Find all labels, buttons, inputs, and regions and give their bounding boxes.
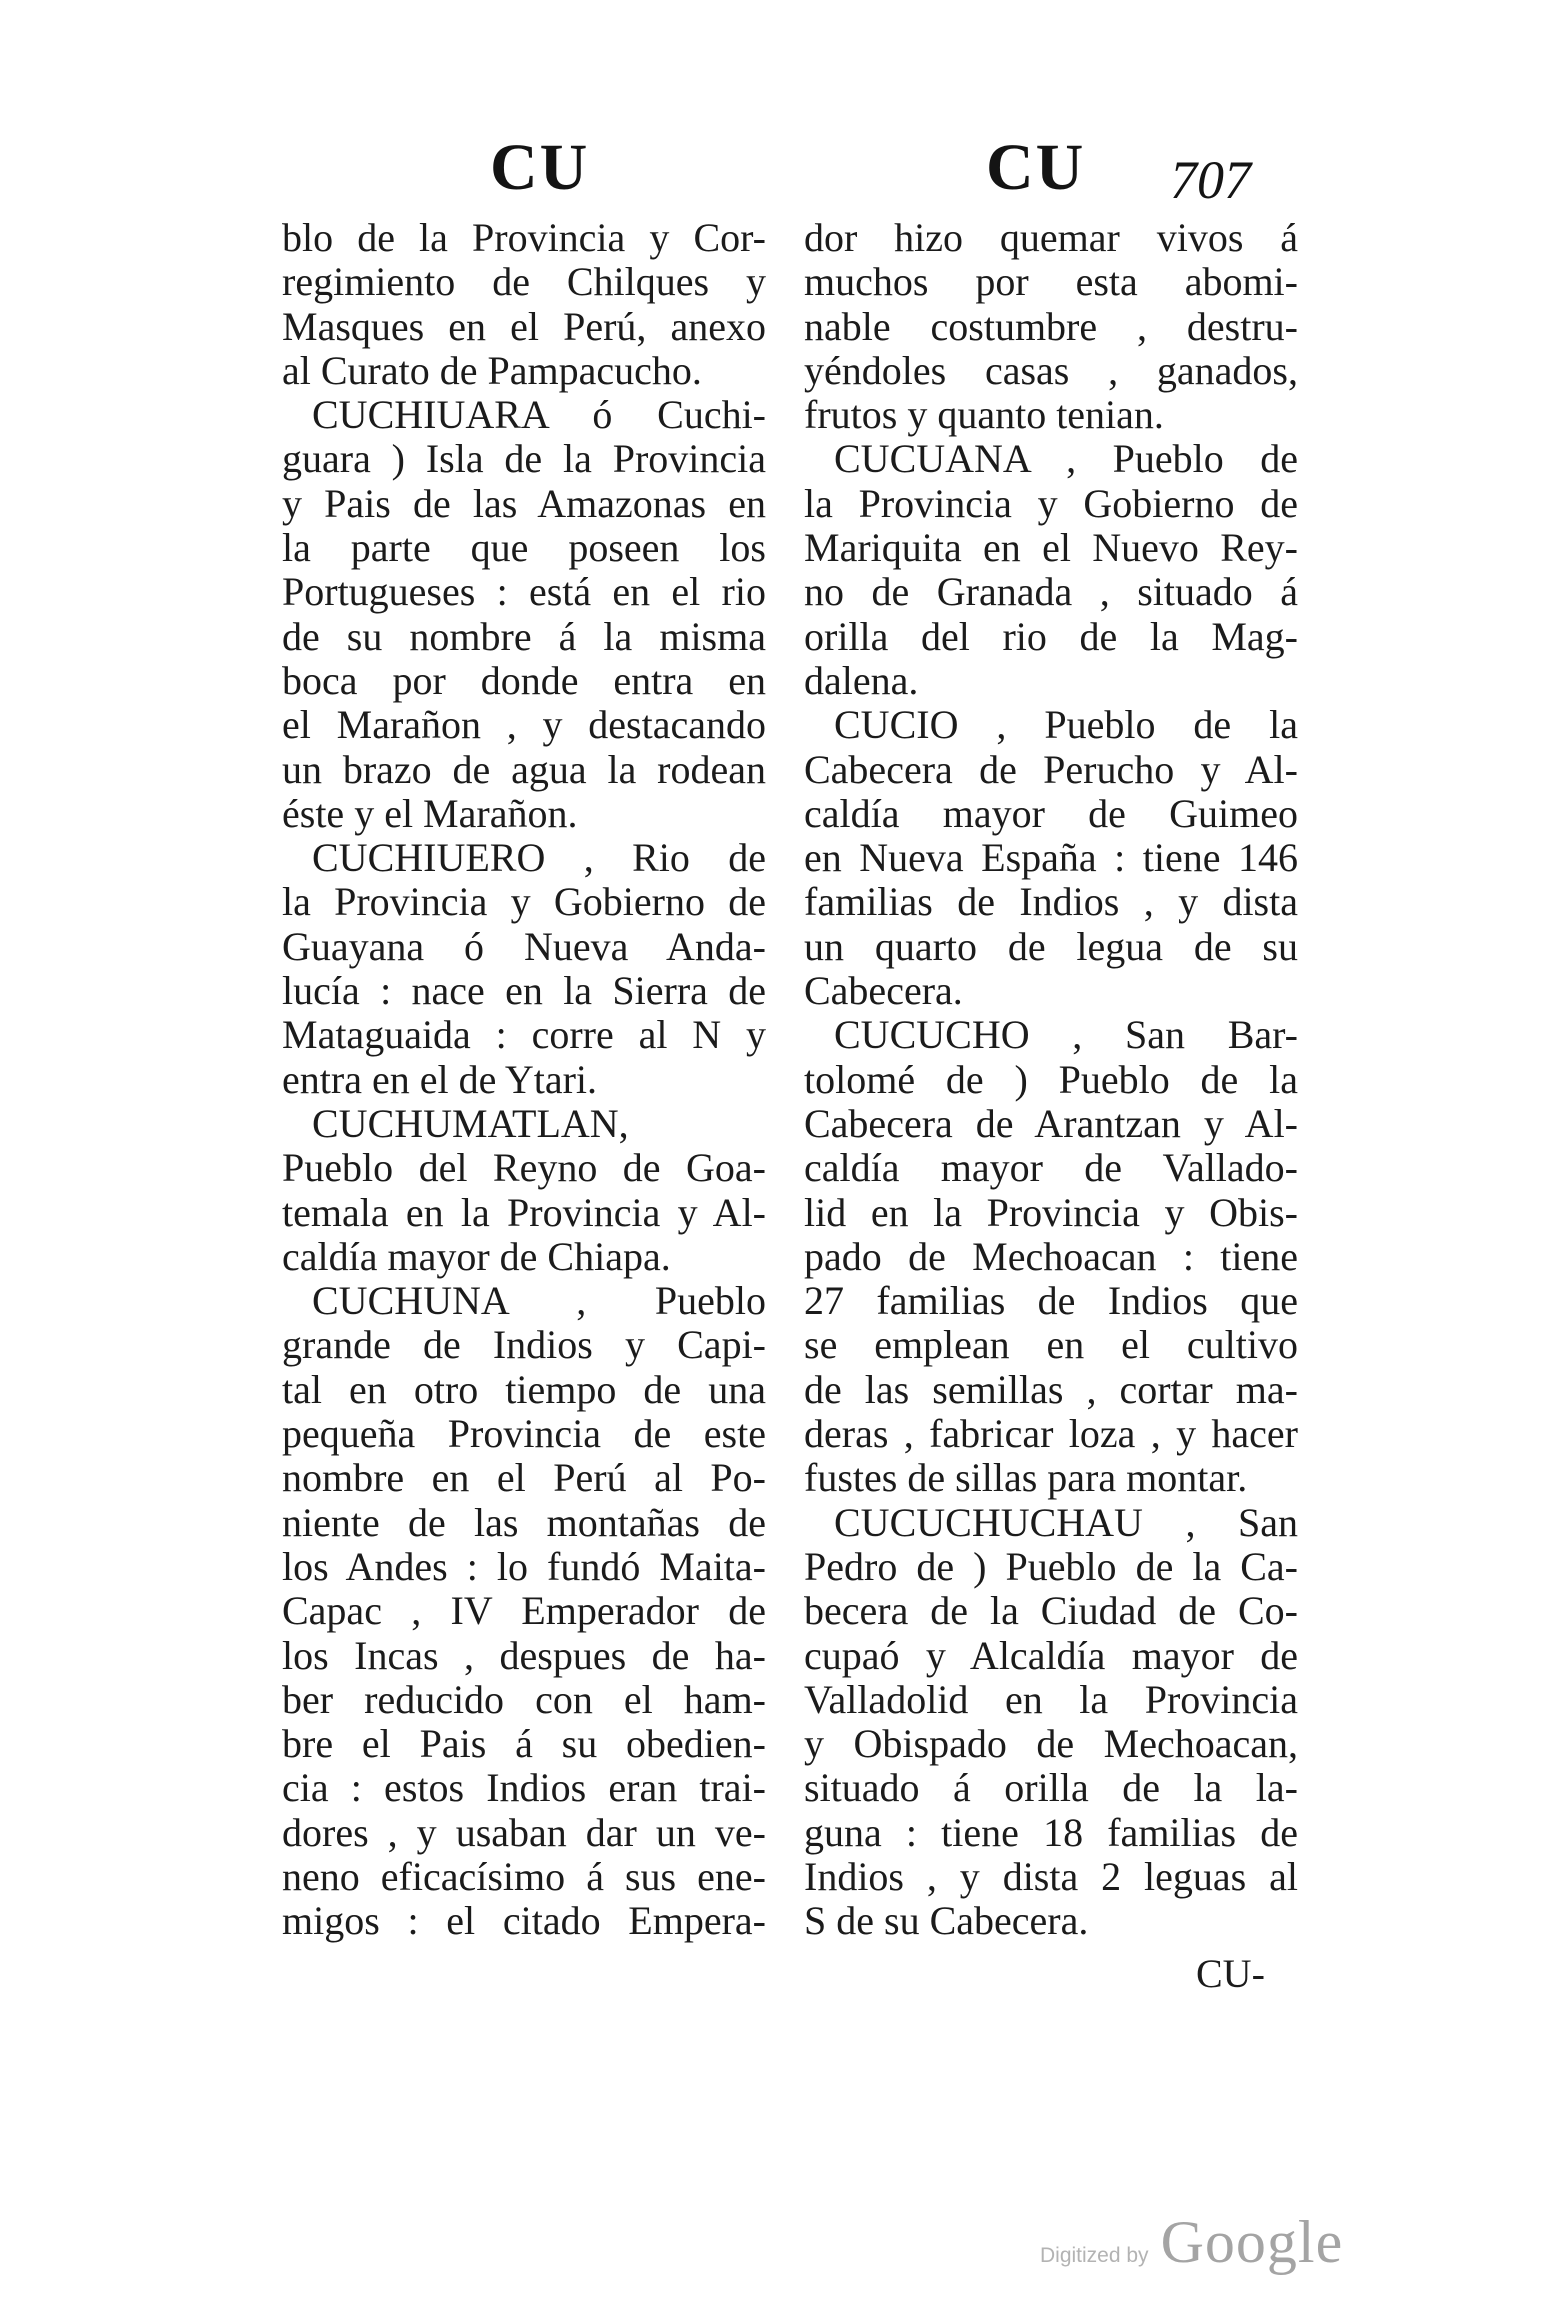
text-line: lucía : nace en la Sierra de <box>282 968 766 1014</box>
left-text-column <box>282 216 766 1944</box>
text-line: cupaó y Alcaldía mayor de <box>804 1632 1298 1678</box>
text-line: el Marañon , y destacando <box>282 702 766 748</box>
text-line: muchos por esta abomi- <box>804 259 1298 305</box>
text-line: Cabecera de Arantzan y Al- <box>804 1100 1298 1146</box>
text-line: becera de la Ciudad de Co- <box>804 1588 1298 1634</box>
text-line: Masques en el Perú, anexo <box>282 303 766 349</box>
text-line: los Incas , despues de ha- <box>282 1632 766 1678</box>
catchword: CU- <box>1196 1951 1265 1996</box>
entry-paragraph <box>282 1279 766 1943</box>
text-line: neno eficacísimo á sus ene- <box>282 1853 766 1899</box>
text-line: fustes de sillas para montar. <box>804 1455 1248 1501</box>
text-line: situado á orilla de la la- <box>804 1765 1298 1811</box>
entry-paragraph <box>282 1102 766 1279</box>
entry-heading-line: CUCUCHO , San Bar- <box>834 1012 1298 1058</box>
text-line: de su nombre á la misma <box>282 613 766 659</box>
text-line: caldía mayor de Chiapa. <box>282 1233 671 1279</box>
entry-paragraph <box>804 437 1298 703</box>
text-line: Cabecera. <box>804 968 963 1014</box>
text-line: Pedro de ) Pueblo de la Ca- <box>804 1543 1298 1589</box>
text-line: yéndoles casas , ganados, <box>804 347 1298 393</box>
entry-paragraph <box>282 393 766 836</box>
text-line: tolomé de ) Pueblo de la <box>804 1056 1298 1102</box>
text-line: Mariquita en el Nuevo Rey- <box>804 525 1298 571</box>
text-line: la parte que poseen los <box>282 525 766 571</box>
text-line: y Pais de las Amazonas en <box>282 480 766 526</box>
text-line: Indios , y dista 2 leguas al <box>804 1853 1298 1899</box>
text-line: un brazo de agua la rodean <box>282 746 766 792</box>
text-line: Cabecera de Perucho y Al- <box>804 746 1298 792</box>
text-line: Valladolid en la Provincia <box>804 1676 1298 1722</box>
watermark-prefix: Digitized by <box>1040 2244 1149 2267</box>
text-line: guara ) Isla de la Provincia <box>282 436 766 482</box>
text-line: nable costumbre , destru- <box>804 303 1298 349</box>
text-line: caldía mayor de Guimeo <box>804 790 1298 836</box>
text-line: Capac , IV Emperador de <box>282 1588 766 1634</box>
page-number: 707 <box>1170 150 1251 210</box>
entry-heading-line: CUCUANA , Pueblo de <box>834 436 1298 482</box>
text-line: los Andes : lo fundó Maita- <box>282 1543 766 1589</box>
text-line: cia : estos Indios eran trai- <box>282 1765 766 1811</box>
text-line: deras , fabricar loza , y hacer <box>804 1411 1298 1457</box>
entry-paragraph <box>804 1013 1298 1500</box>
text-line: un quarto de legua de su <box>804 923 1298 969</box>
continued-paragraph <box>804 216 1298 437</box>
text-line: 27 familias de Indios que <box>804 1278 1298 1324</box>
text-line: boca por donde entra en <box>282 657 766 703</box>
text-line: caldía mayor de Vallado- <box>804 1145 1298 1191</box>
text-line: Portugueses : está en el rio <box>282 569 766 615</box>
entry-heading-line: CUCUCHUCHAU , San <box>834 1499 1298 1545</box>
digitized-by-google-watermark <box>1040 2208 1343 2288</box>
text-line: niente de las montañas de <box>282 1499 766 1545</box>
text-line: migos : el citado Empera- <box>282 1898 766 1944</box>
text-line: S de su Cabecera. <box>804 1898 1089 1944</box>
text-line: bre el Pais á su obedien- <box>282 1721 766 1767</box>
entry-heading-line: CUCHIUARA ó Cuchi- <box>312 392 766 438</box>
text-line: al Curato de Pampacucho. <box>282 347 702 393</box>
text-line: Pueblo del Reyno de Goa- <box>282 1145 766 1191</box>
text-line: ber reducido con el ham- <box>282 1676 766 1722</box>
text-line: y Obispado de Mechoacan, <box>804 1721 1298 1767</box>
text-line: pado de Mechoacan : tiene <box>804 1233 1298 1279</box>
text-line: entra en el de Ytari. <box>282 1056 598 1102</box>
text-line: nombre en el Perú al Po- <box>282 1455 766 1501</box>
entry-heading-line: CUCHUNA , Pueblo <box>312 1278 766 1324</box>
text-line: la Provincia y Gobierno de <box>282 879 766 925</box>
text-line: grande de Indios y Capi- <box>282 1322 766 1368</box>
entry-heading-line: CUCHUMATLAN, <box>312 1100 629 1146</box>
entry-heading-line: CUCIO , Pueblo de la <box>834 702 1298 748</box>
text-line: éste y el Marañon. <box>282 790 578 836</box>
entry-paragraph <box>804 703 1298 1013</box>
text-line: pequeña Provincia de este <box>282 1411 766 1457</box>
text-line: no de Granada , situado á <box>804 569 1298 615</box>
text-line: dores , y usaban dar un ve- <box>282 1809 766 1855</box>
text-line: temala en la Provincia y Al- <box>282 1189 766 1235</box>
google-logo: Google <box>1160 2209 1344 2275</box>
running-head-left: CU <box>490 131 590 204</box>
text-line: dalena. <box>804 657 919 703</box>
text-line: tal en otro tiempo de una <box>282 1366 766 1412</box>
entry-heading-line: CUCHIUERO , Rio de <box>312 835 766 881</box>
right-text-column <box>804 216 1298 1944</box>
continued-paragraph <box>282 216 766 393</box>
text-line: blo de la Provincia y Cor- <box>282 215 766 260</box>
text-line: la Provincia y Gobierno de <box>804 480 1298 526</box>
entry-paragraph <box>804 1501 1298 1944</box>
text-line: lid en la Provincia y Obis- <box>804 1189 1298 1235</box>
text-line: Guayana ó Nueva Anda- <box>282 923 766 969</box>
text-line: Mataguaida : corre al N y <box>282 1012 766 1058</box>
text-line: guna : tiene 18 familias de <box>804 1809 1298 1855</box>
text-line: dor hizo quemar vivos á <box>804 215 1298 260</box>
text-line: familias de Indios , y dista <box>804 879 1298 925</box>
text-line: se emplean en el cultivo <box>804 1322 1298 1368</box>
text-line: orilla del rio de la Mag- <box>804 613 1298 659</box>
text-line: de las semillas , cortar ma- <box>804 1366 1298 1412</box>
running-head-right: CU <box>986 131 1086 204</box>
text-line: regimiento de Chilques y <box>282 259 766 305</box>
text-line: frutos y quanto tenian. <box>804 392 1164 438</box>
entry-paragraph <box>282 836 766 1102</box>
text-line: en Nueva España : tiene 146 <box>804 835 1298 881</box>
